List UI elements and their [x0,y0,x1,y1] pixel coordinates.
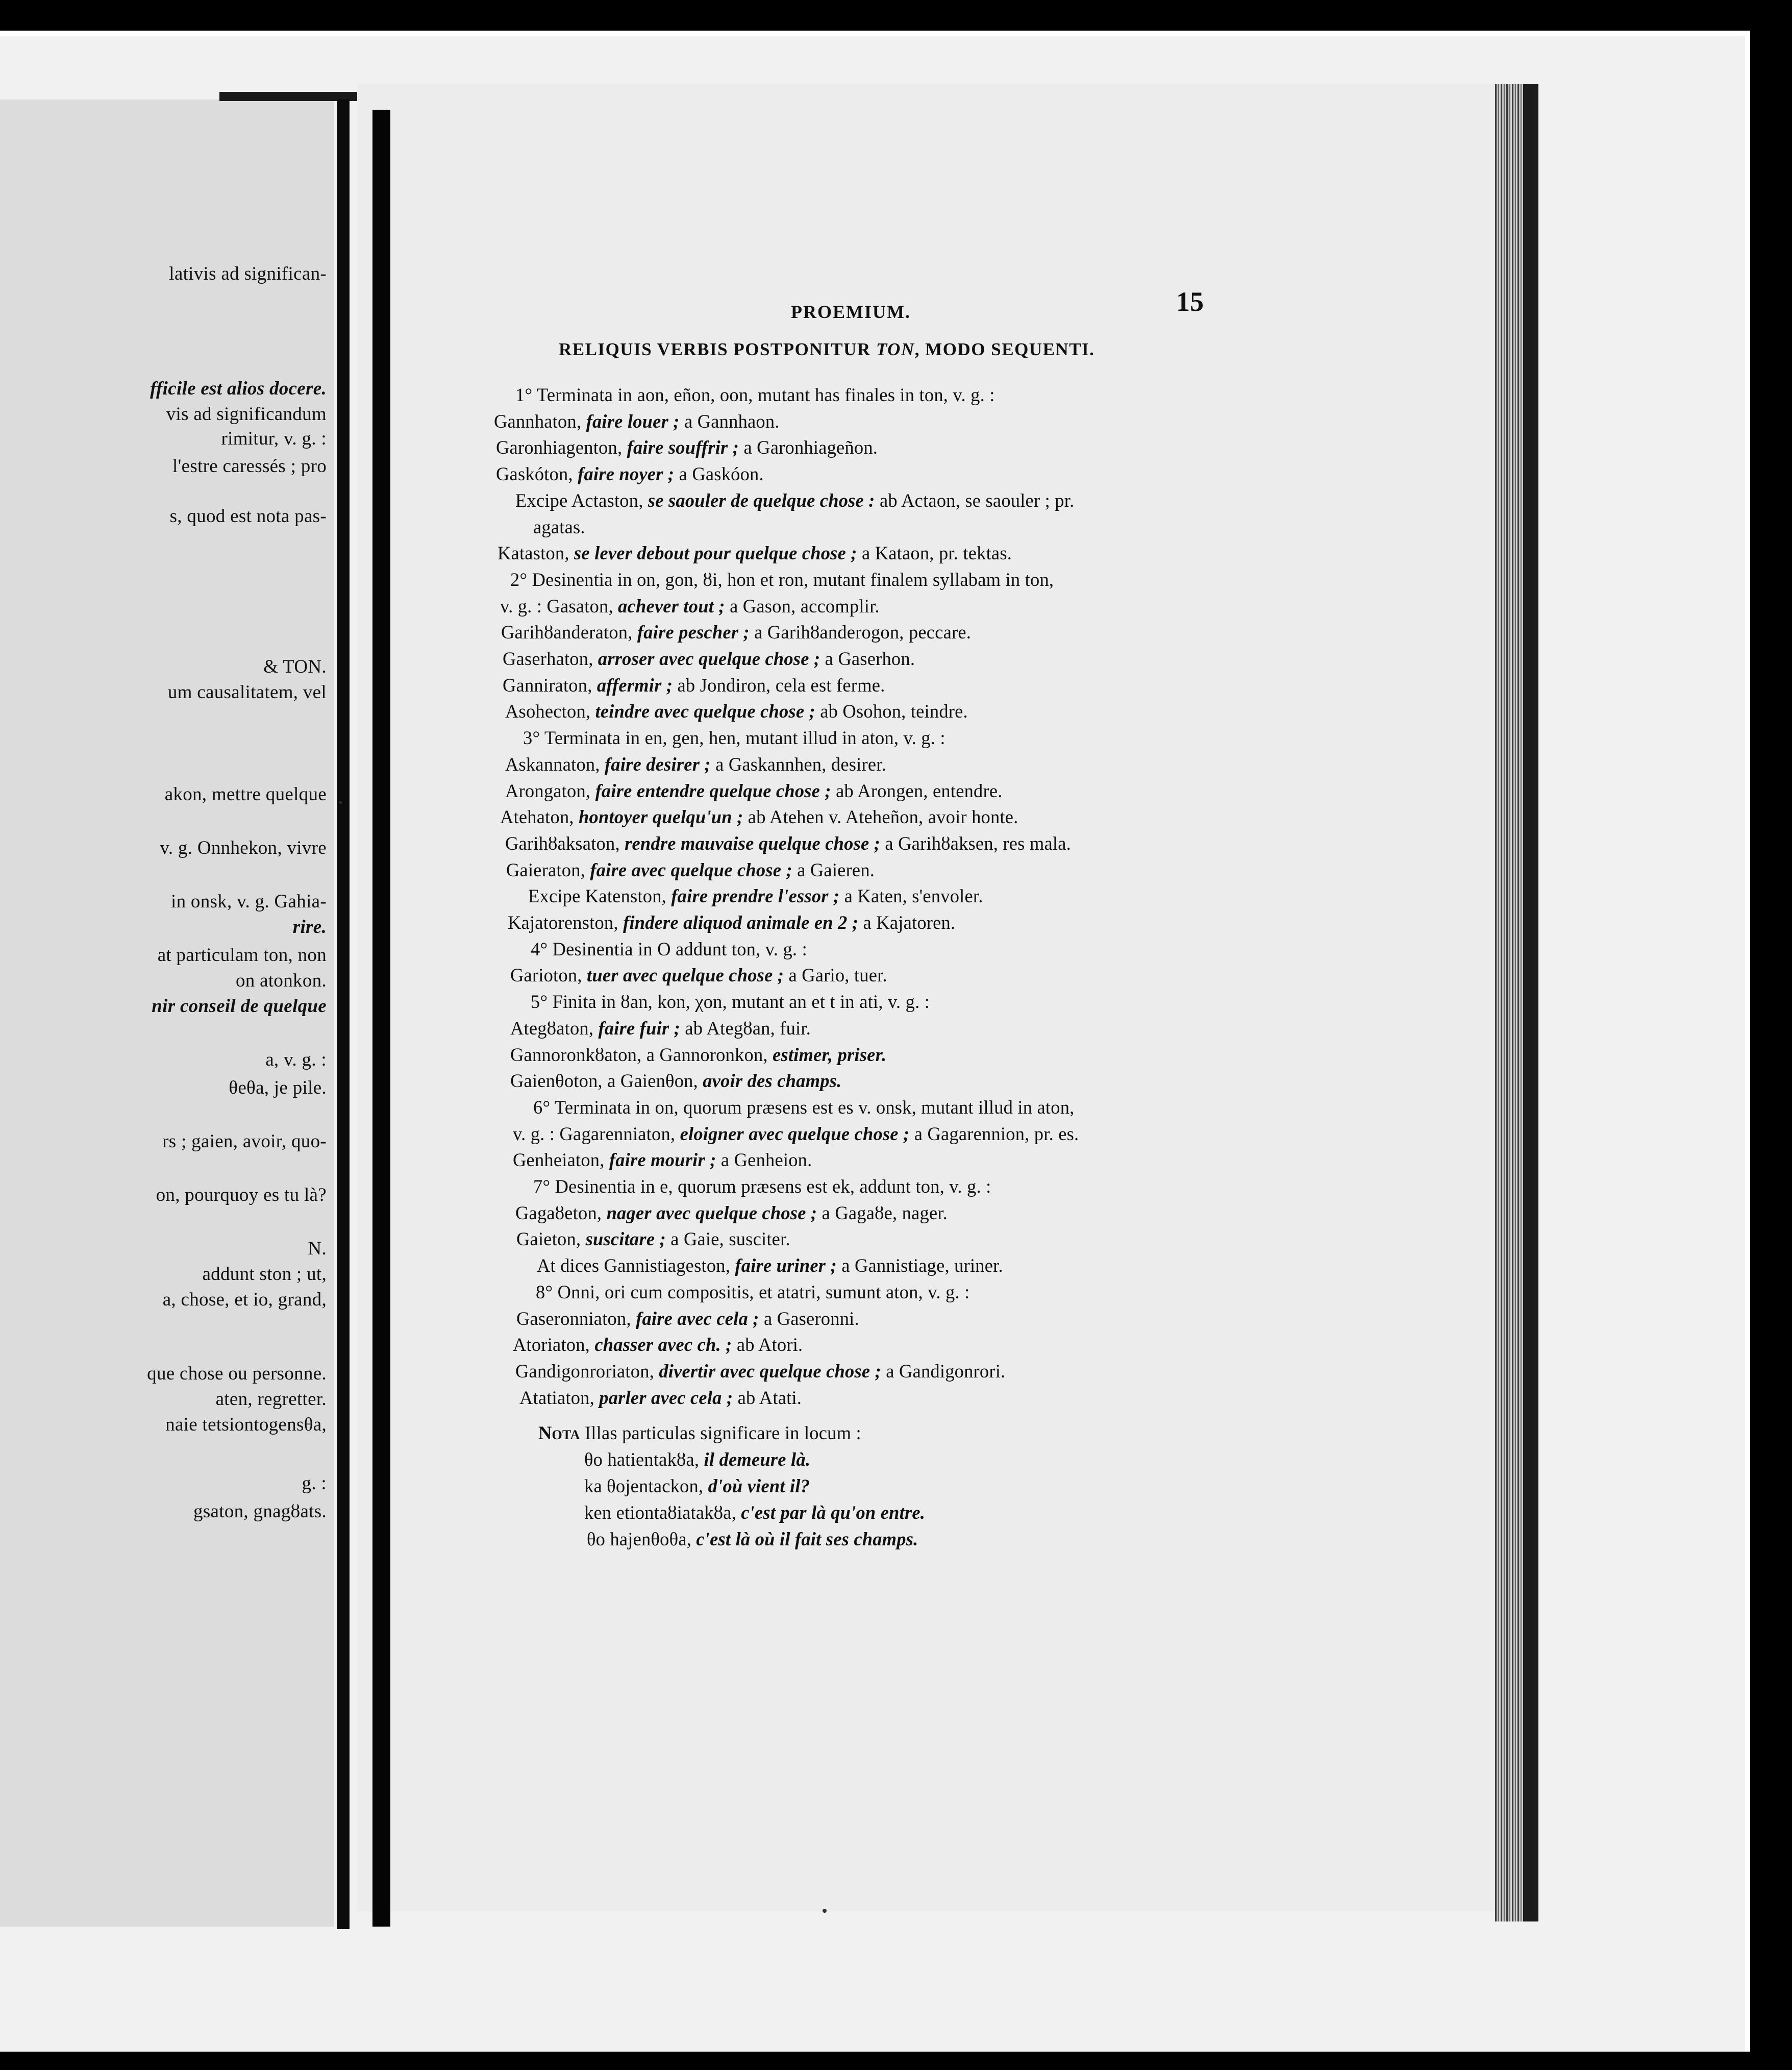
nota-item [587,1528,918,1550]
text-roman: ab Actaon, se saouler ; pr. [875,490,1075,511]
text-roman: θo hajenθoθa, [587,1529,696,1549]
text-line [508,911,955,934]
text-roman: a Gannistiage, uriner. [836,1255,1003,1276]
text-italic: chasser avec ch. ; [594,1334,732,1355]
left-page-line: addunt ston ; ut, [202,1264,327,1285]
left-page-line: g. : [302,1473,327,1494]
text-roman: Gannoronkȣaton, a Gannoronkon, [510,1044,773,1065]
text-roman: Garonhiagenton, [496,437,627,458]
text-italic: rendre mauvaise quelque chose ; [625,833,881,854]
text-italic: arroser avec quelque chose ; [598,648,820,669]
text-line [496,463,764,485]
text-line [523,727,945,749]
text-roman: a Garihȣaksen, res mala. [880,833,1071,854]
text-italic: faire uriner ; [735,1255,837,1276]
text-roman: a Gaie, susciter. [665,1228,790,1249]
text-roman: Gagaȣeton, [515,1202,607,1223]
text-roman: agatas. [533,516,585,537]
text-italic: hontoyer quelqu'un ; [579,806,743,827]
left-page-line: rire. [292,917,327,938]
text-line [515,1202,948,1224]
running-title: PROEMIUM. [791,302,911,322]
left-page-line: θeθa, je pile. [229,1077,327,1098]
text-line [496,436,878,459]
text-roman: Garihȣanderaton, [501,622,637,643]
text-line [497,542,1012,564]
left-page-line: nir conseil de quelque [152,996,327,1017]
text-roman: Gaseronniaton, [516,1308,636,1329]
text-roman: a Kataon, pr. tektas. [857,543,1012,563]
text-line [505,753,886,776]
text-roman: Atehaton, [500,806,579,827]
nota-item [584,1475,810,1497]
text-roman: a Gaserhon. [820,648,915,669]
text-roman: Garihȣaksaton, [505,833,625,854]
text-italic: faire fuir ; [598,1018,681,1039]
text-roman: a Gagaȣe, nager. [817,1202,948,1223]
text-roman: ab Atori. [732,1334,803,1355]
text-line [503,674,885,697]
left-page-line: aten, regretter. [215,1389,327,1410]
spine-edge [337,100,350,1929]
text-line [500,595,880,618]
text-roman: Gaienθoton, a Gaienθon, [510,1070,703,1091]
text-roman: ken etiontaȣiatakȣa, [584,1502,741,1523]
text-roman: a Gason, accomplir. [725,596,880,617]
left-page-line: lativis ad significan- [169,263,327,284]
text-roman: Atoriaton, [513,1334,595,1355]
left-page-line: rs ; gaien, avoir, quo- [162,1131,327,1152]
text-roman: a Gaseronni. [759,1308,859,1329]
text-line [531,938,807,960]
text-roman: a Gaskannhen, desirer. [710,754,886,775]
text-line [510,1044,886,1066]
left-page-line: naie tetsiontogensθa, [165,1414,327,1435]
text-roman: a Garihȣanderogon, peccare. [749,622,972,643]
text-roman: Gaieraton, [506,859,590,880]
text-line [536,1281,969,1303]
text-italic: teindre avec quelque chose ; [595,701,815,722]
left-page-line: gsaton, gnagȣats. [193,1501,327,1522]
left-page-line: & TON. [263,656,327,677]
text-italic: faire souffrir ; [627,437,739,458]
text-line [533,1096,1075,1119]
left-page-line: a, chose, et io, grand, [162,1289,327,1310]
text-roman: Gandigonroriaton, [515,1361,659,1382]
section-title-em: TON [876,339,915,359]
text-italic: c'est par là qu'on entre. [741,1502,926,1523]
text-roman: v. g. : Gagarenniaton, [513,1123,680,1144]
text-roman: a Kajatoren. [858,912,956,933]
text-line [513,1334,803,1356]
text-roman: a Gagarennion, pr. es. [909,1123,1079,1144]
left-page-line: rimitur, v. g. : [221,428,327,449]
text-italic: findere aliquod animale en 2 ; [623,912,859,933]
text-line [515,489,1074,512]
text-line [516,1308,859,1330]
text-roman: Excipe Katenston, [528,885,671,906]
text-italic: divertir avec quelque chose ; [659,1361,881,1382]
text-roman: Excipe Actaston, [515,490,648,511]
section-title: RELIQUIS VERBIS POSTPONITUR TON, MODO SEQUENTI. [559,339,1095,359]
text-line [510,1017,811,1040]
text-roman: At dices Gannistiageston, [537,1255,735,1276]
text-roman: ab Atati. [733,1387,802,1408]
text-line [533,1175,991,1198]
left-page-line: a, v. g. : [265,1049,327,1070]
text-roman: a Katen, s'envoler. [839,885,983,906]
text-roman: 5° Finita in ȣan, kon, χon, mutant an et t in ati, v. g. : [531,991,930,1012]
text-italic: estimer, priser. [773,1044,887,1065]
text-italic: parler avec cela ; [599,1387,733,1408]
page-mark [339,801,342,804]
text-roman: Atatiaton, [519,1387,600,1408]
book-edge [1523,84,1538,1921]
left-page-line: at particulam ton, non [157,945,327,966]
text-roman: ab Arongen, entendre. [831,780,1003,801]
text-line [519,1387,802,1409]
nota-item [584,1448,810,1471]
left-page-line: on atonkon. [235,970,327,991]
text-line [516,1228,790,1250]
text-roman: 8° Onni, ori cum compositis, et atatri, sumunt aton, v. g. : [536,1282,970,1302]
text-italic: faire avec cela ; [636,1308,759,1329]
text-roman: Gannhaton, [494,411,586,432]
text-italic: achever tout ; [618,596,725,617]
text-italic: d'où vient il? [708,1475,810,1496]
text-line [510,964,887,987]
text-line [505,780,1003,802]
text-roman: a Gandigonrori. [881,1361,1006,1382]
left-page-line: in onsk, v. g. Gahia- [171,891,327,912]
nota-label: Nota [538,1422,580,1443]
text-italic: suscitare ; [585,1228,666,1249]
text-italic: faire mourir ; [609,1149,716,1170]
text-roman: a Genheion. [716,1149,812,1170]
page-number: 15 [1176,286,1204,317]
text-roman: Gaieton, [516,1228,586,1249]
text-line [513,1123,1079,1145]
text-roman: ka θojentackon, [584,1475,708,1496]
text-roman: ab Jondiron, cela est ferme. [673,675,885,696]
text-italic: se saouler de quelque chose : [648,490,875,511]
left-page-line: vis ad significandum [166,404,327,425]
text-roman: Gaserhaton, [503,648,598,669]
text-roman: Kajatorenston, [508,912,623,933]
text-line [537,1254,1003,1277]
text-roman: 3° Terminata in en, gen, hen, mutant illud in aton, v. g. : [523,727,945,748]
text-italic: avoir des champs. [703,1070,842,1091]
left-page-line: on, pourquoy es tu là? [156,1185,327,1205]
left-page-line: s, quod est nota pas- [169,506,327,527]
text-italic: c'est là où il fait ses champs. [696,1529,918,1549]
text-italic: nager avec quelque chose ; [606,1202,817,1223]
text-roman: 2° Desinentia in on, gon, ȣi, hon et ron, mutant finalem syllabam in ton, [510,569,1054,590]
text-roman: a Gario, tuer. [784,965,887,985]
text-roman: θo hatientakȣa, [584,1449,704,1470]
text-italic: faire pescher ; [637,622,750,643]
nota-line [538,1422,861,1444]
text-roman: Ategȣaton, [510,1018,599,1039]
nota-intro: Illas particulas significare in locum : [580,1422,861,1443]
left-page-line: v. g. Onnhekon, vivre [160,837,327,858]
text-roman: Arongaton, [505,780,595,801]
text-roman: Gaskóton, [496,463,578,484]
text-roman: ab Ategȣan, fuir. [680,1018,811,1039]
text-italic: faire desirer ; [605,754,711,775]
text-roman: a Garonhiageñon. [739,437,878,458]
text-line [505,832,1071,855]
left-page-line: que chose ou personne. [147,1363,327,1384]
text-roman: Asohecton, [505,701,595,722]
text-roman: Garioton, [510,965,587,985]
text-line [503,648,915,670]
text-line [513,1149,812,1171]
text-italic: faire avec quelque chose ; [590,859,792,880]
text-roman: a Gaieren. [792,859,875,880]
text-line [500,806,1018,828]
text-line [510,1070,841,1092]
text-roman: 4° Desinentia in O addunt ton, v. g. : [531,939,807,959]
text-italic: tuer avec quelque chose ; [587,965,784,985]
text-roman: Genheiaton, [513,1149,609,1170]
nota-item [584,1501,925,1524]
text-italic: affermir ; [596,675,673,696]
left-page-line: l'estre caressés ; pro [172,456,327,477]
text-roman: ab Atehen v. Ateheñon, avoir honte. [743,806,1018,827]
spine-shadow [372,110,390,1927]
page-mark [823,1909,827,1913]
text-roman: Kataston, [497,543,574,563]
left-page [0,100,334,1927]
left-page-line: N. [308,1238,327,1259]
text-roman: v. g. : Gasaton, [500,596,618,617]
text-italic: il demeure là. [704,1449,811,1470]
text-italic: faire noyer ; [578,463,675,484]
text-line [528,885,983,907]
text-line [510,569,1054,591]
text-line [501,621,971,644]
text-italic: faire entendre quelque chose ; [595,780,831,801]
text-line [515,1360,1005,1383]
text-italic: faire prendre l'essor ; [671,885,840,906]
text-line [515,384,995,406]
left-page-line: akon, mettre quelque [164,784,327,805]
text-roman: Ganniraton, [503,675,597,696]
text-line [533,516,585,538]
text-roman: Askannaton, [505,754,605,775]
text-roman: ab Osohon, teindre. [815,701,968,722]
text-roman: 7° Desinentia in e, quorum præsens est ek, addunt ton, v. g. : [533,1176,991,1197]
text-italic: se lever debout pour quelque chose ; [574,543,857,563]
text-line [506,859,875,881]
text-roman: 6° Terminata in on, quorum præsens est es v. onsk, mutant illud in aton, [533,1097,1075,1118]
text-line [494,410,780,433]
text-roman: 1° Terminata in aon, eñon, oon, mutant has finales in ton, v. g. : [515,384,995,405]
left-page-line: fficile est alios docere. [150,378,327,399]
text-italic: eloigner avec quelque chose ; [680,1123,910,1144]
text-italic: faire louer ; [586,411,680,432]
left-page-line: um causalitatem, vel [167,682,327,703]
text-roman: a Gaskóon. [674,463,764,484]
text-line [531,991,930,1013]
text-roman: a Gannhaon. [679,411,780,432]
text-line [505,700,968,723]
